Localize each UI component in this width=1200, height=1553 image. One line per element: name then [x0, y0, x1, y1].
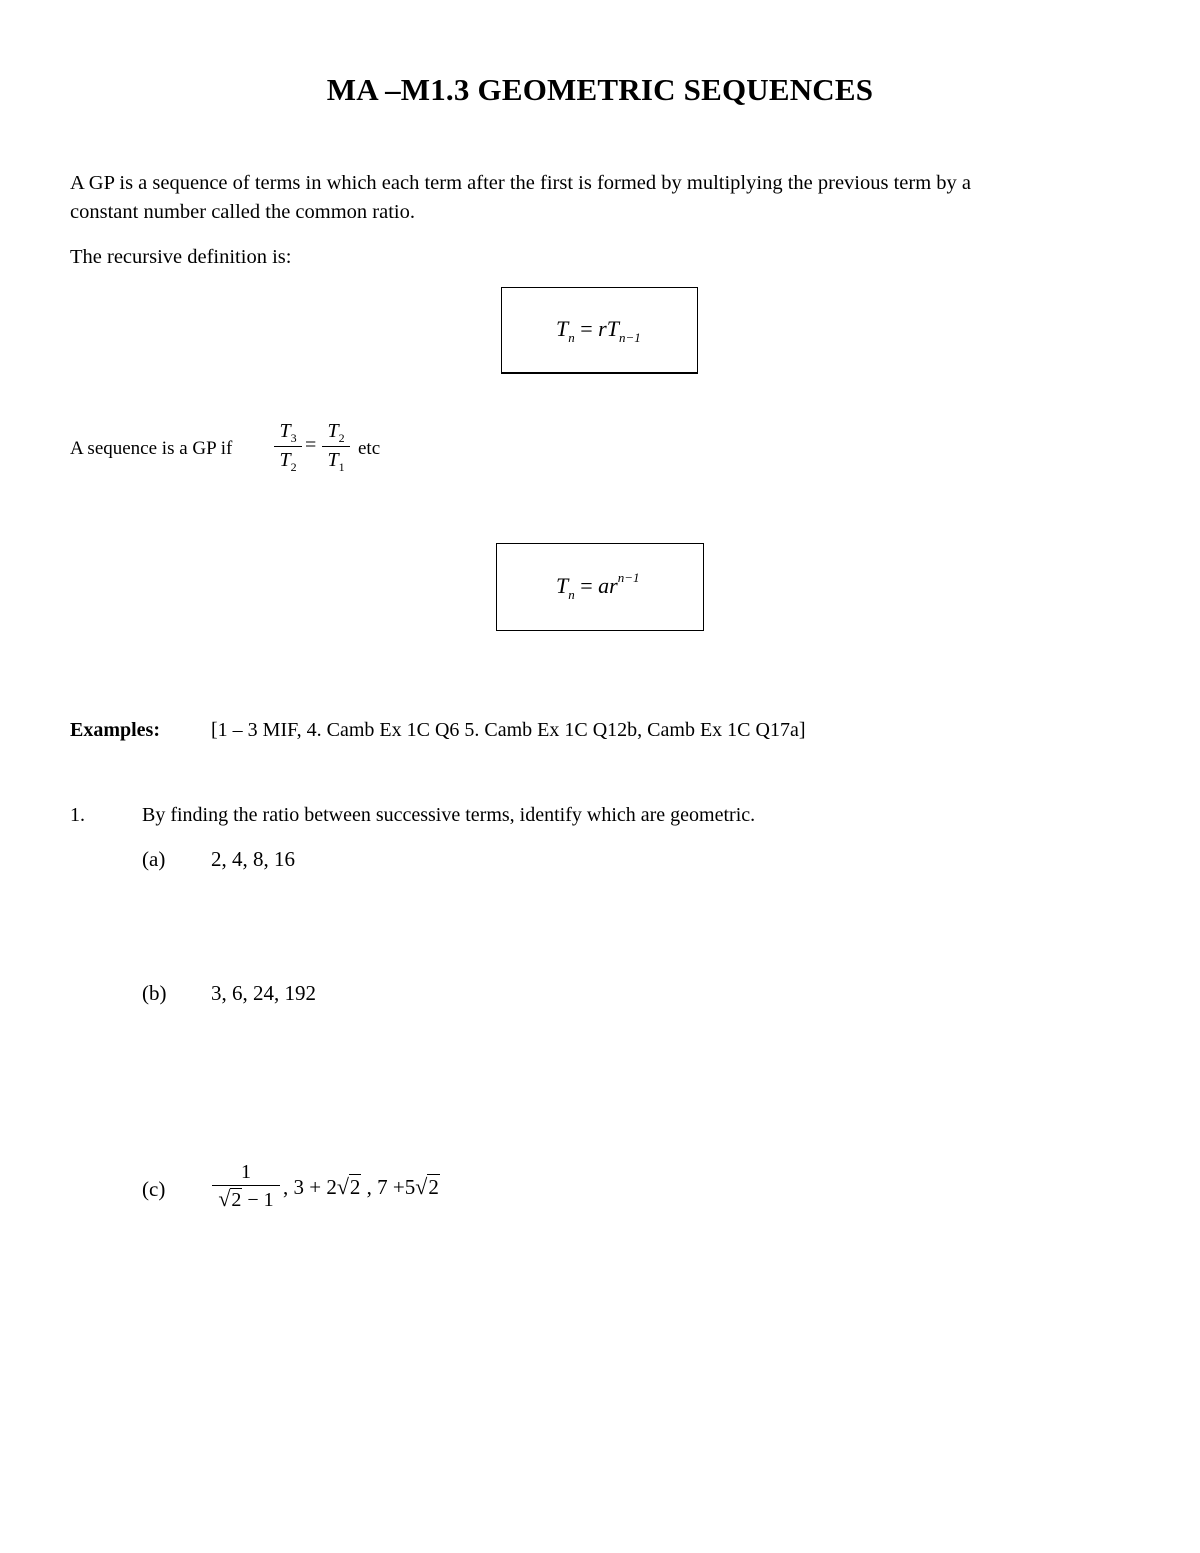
part-a-label: (a): [142, 847, 166, 871]
part-a-sequence: 2, 4, 8, 16: [211, 847, 295, 871]
intro-line-1: A GP is a sequence of terms in which each term after the first is formed by multiplying the previous term by a: [70, 172, 972, 194]
recursive-definition-label: The recursive definition is:: [70, 246, 292, 268]
question-text: By finding the ratio between successive terms, identify which are geometric.: [142, 804, 756, 826]
part-c-terms: , 3 + 2√2 , 7 +5√2: [283, 1174, 439, 1199]
fraction-t3-over-t2: $T_3$ $T_2$: [274, 420, 302, 473]
question-number: 1.: [70, 804, 85, 826]
examples-label: Examples:: [70, 719, 160, 741]
page-title: MA –M1.3 GEOMETRIC SEQUENCES: [326, 72, 874, 107]
part-b-label: (b): [142, 981, 167, 1005]
etc-text: etc: [358, 438, 381, 459]
gp-condition-label: A sequence is a GP if: [70, 438, 233, 459]
fraction-t2-over-t1: $T_2$ $T_1$: [322, 420, 350, 473]
equals-sign: =: [305, 434, 317, 456]
part-c-label: (c): [142, 1177, 166, 1201]
general-term-formula: $T_n = ar^{n-1}$: [556, 570, 640, 602]
part-c-fraction: 1 √2 − 1: [212, 1161, 280, 1211]
part-b-sequence: 3, 6, 24, 192: [211, 981, 316, 1005]
recursive-formula: $T_n = rT_{n-1}$: [556, 316, 641, 345]
examples-references: [1 – 3 MIF, 4. Camb Ex 1C Q6 5. Camb Ex 1C Q12b, Camb Ex 1C Q17a]: [211, 719, 806, 741]
intro-line-2: constant number called the common ratio.: [70, 201, 415, 223]
